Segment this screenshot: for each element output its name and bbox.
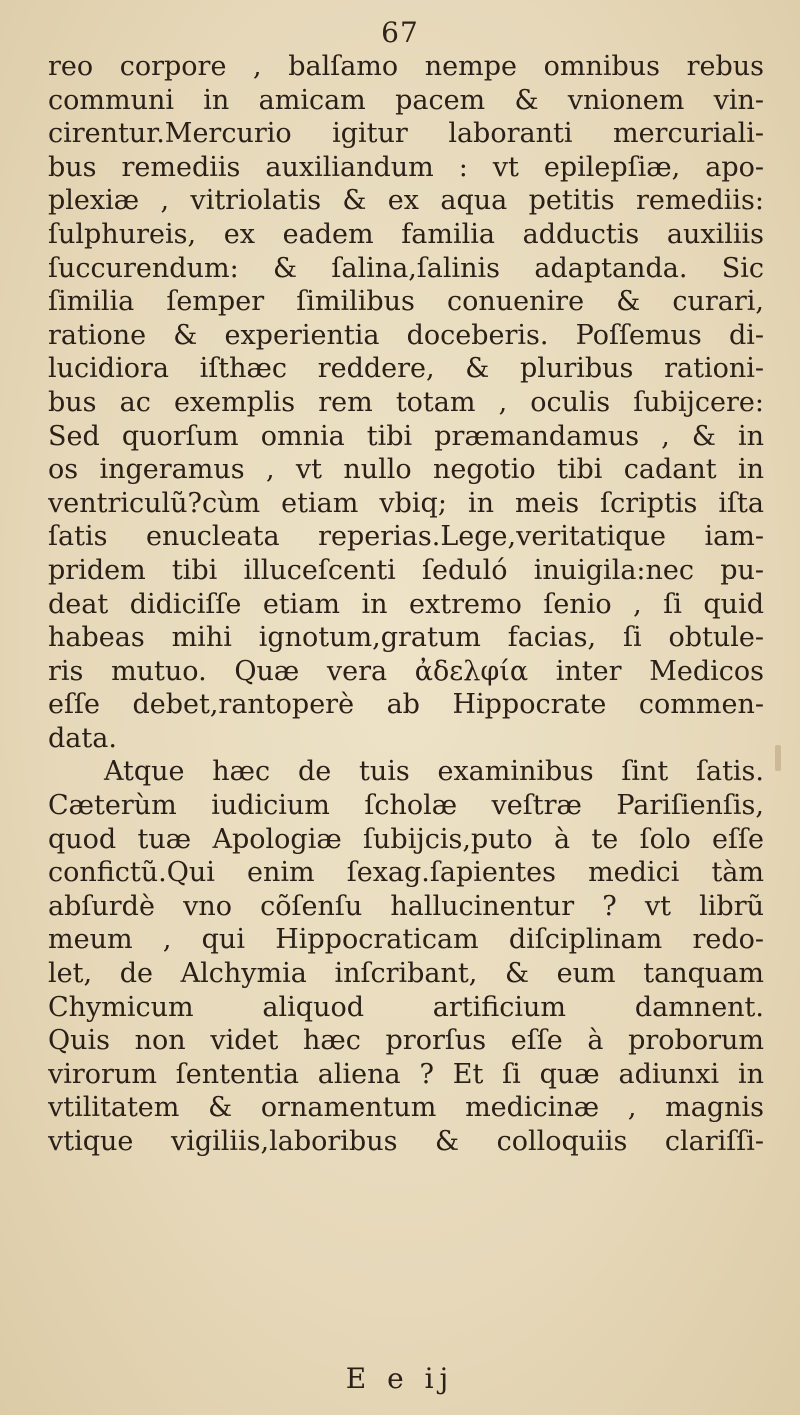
text-line: bus remediis auxiliandum : vt epilepſiæ, apo- <box>48 151 764 183</box>
text-line: virorum ſententia aliena ? Et ſi quæ adiunxi in <box>48 1058 764 1090</box>
text-line: vtilitatem & ornamentum medicinæ , magnis <box>48 1092 764 1124</box>
text-line: Chymicum aliquod artificium damnent. <box>48 991 764 1023</box>
text-line: habeas mihi ignotum,gratum facias, ſi obtule- <box>48 622 764 654</box>
text-line: bus ac exemplis rem totam , oculis ſubijcere: <box>48 386 764 418</box>
text-line: reo corpore , balſamo nempe omnibus rebus <box>48 51 764 82</box>
text-line: ſuccurendum: & ſalina,ſalinis adaptanda. Sic <box>48 252 764 284</box>
text-line: ris mutuo. Quæ vera ἀδελφία inter Medicos <box>48 655 764 687</box>
text-line: communi in amicam pacem & vnionem vin- <box>48 84 764 116</box>
text-line: Cæterùm iudicium ſcholæ veſtræ Pariſienſis, <box>48 790 764 822</box>
text-line: Sed quorſum omnia tibi præmandamus , & in <box>48 420 764 452</box>
text-line: cirentur.Mercurio igitur laboranti mercuriali- <box>48 118 764 150</box>
text-line: abſurdè vno cõſenſu hallucinentur ? vt librũ <box>48 890 764 922</box>
ink-smudge <box>775 745 781 771</box>
page-number: 67 <box>381 16 419 49</box>
text-line: let, de Alchymia inſcribant, & eum tanquam <box>48 958 764 990</box>
text-line: meum , qui Hippocraticam diſciplinam redo- <box>48 924 764 956</box>
paragraph-start-line: Atque hæc de tuis examinibus ſint ſatis. <box>104 756 764 788</box>
body-text <box>48 50 764 1159</box>
signature-mark: E e ij <box>345 1362 455 1395</box>
text-line: vtique vigiliis,laboribus & colloquiis clariſſi- <box>48 1126 764 1157</box>
text-line: os ingeramus , vt nullo negotio tibi cadant in <box>48 454 764 486</box>
text-line: Quis non videt hæc prorſus eſſe à proborum <box>48 1025 764 1057</box>
text-line: ſimilia ſemper ſimilibus conuenire & curari, <box>48 286 764 318</box>
text-line: ratione & experientia doceberis. Poſſemus di- <box>48 319 764 351</box>
text-line: lucidiora iſthæc reddere, & pluribus rationi- <box>48 353 764 385</box>
text-line: data. <box>48 722 117 754</box>
text-line: pridem tibi illuceſcenti ſeduló inuigila:nec pu- <box>48 554 764 586</box>
text-line: confictũ.Qui enim ſexag.ſapientes medici tàm <box>48 857 764 889</box>
text-line: ſatis enucleata reperias.Lege,veritatique iam- <box>48 521 764 553</box>
text-line: ſulphureis, ex eadem familia adductis auxiliis <box>48 218 764 250</box>
text-line: eſſe debet,rantoperè ab Hippocrate commen- <box>48 689 764 721</box>
text-line: deat didiciſſe etiam in extremo ſenio , ſi quid <box>48 588 764 620</box>
text-line: quod tuæ Apologiæ ſubijcis,puto à te ſolo eſſe <box>48 823 764 855</box>
text-line: ventriculũ?cùm etiam vbiq; in meis ſcriptis iſta <box>48 487 764 519</box>
text-line: plexiæ , vitriolatis & ex aqua petitis remediis: <box>48 185 764 217</box>
